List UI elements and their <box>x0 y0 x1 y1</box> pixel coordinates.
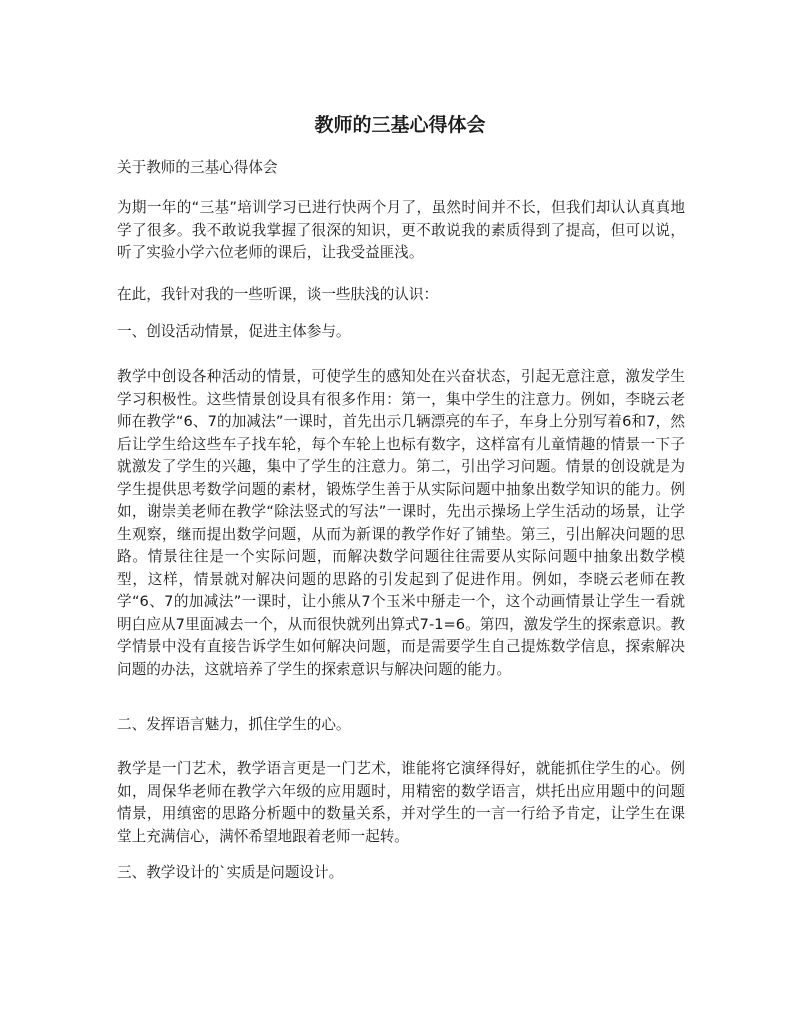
lead-in-paragraph: 在此，我针对我的一些听课，谈一些肤浅的认识： <box>117 286 439 303</box>
document-title: 教师的三基心得体会 <box>314 114 486 136</box>
section-2-body: 教学是一门艺术，教学语言更是一门艺术，谁能将它演绎得好，就能抓住学生的心。例如，周保华老师在教学六年级的应用题时，用精密的数学语言，烘托出应用题中的问题情景，用缜密的思路分析题中的数量关系，并对学生的一言一行给予肯定，让学生在课堂上充满信心，满怀希望地跟着老师一起转。 <box>117 760 685 845</box>
intro-paragraph: 为期一年的“三基”培训学习已进行快两个月了，虽然时间并不长，但我们却认认真真地学了很多。我不敢说我掌握了很深的知识，更不敢说我的素质得到了提高，但可以说，听了实验小学六位老师的课后，让我受益匪浅。 <box>117 199 685 261</box>
section-1-body: 教学中创设各种活动的情景，可使学生的感知处在兴奋状态，引起无意注意，激发学生学习积极性。这些情景创设具有很多作用：第一，集中学生的注意力。例如，李晓云老师在教学“6、7的加减法”一课时，首先出示几辆漂亮的车子，车身上分别写着6和7，然后让学生给这些车子找车轮，每个车轮上也标有数字，这样富有儿童情趣的情景一下子就激发了学生的兴趣，集中了学生的注意力。第二，引出学习问题。情景的创设就是为学生提供思考数学问题的素材，锻炼学生善于从实际问题中抽象出数学知识的能力。例如，谢崇美老师在教学“除法竖式的写法”一课时，先出示操场上学生活动的场景，让学生观察，继而提出数学问题，从而为新课的教学作好了铺垫。第三，引出解决问题的思路。情景往往是一个实际问题，而解决数学问题往往需要从实际问题中抽象出数学模型，这样，情景就对解决问题的思路的引发起到了促进作用。例如，李晓云老师在教学“6、7的加减法”一课时，让小熊从7个玉米中掰走一个，这个动画情景让学生一看就明白应从7里面减去一个，从而很快就列出算式7-1=6。第四，激发学生的探索意识。教学情景中没有直接告诉学生如何解决问题，而是需要学生自己提炼数学信息，探索解决问题的办法，这就培养了学生的探索意识与解决问题的能力。 <box>117 368 685 678</box>
section-heading-2: 二、发挥语言魅力，抓住学生的心。 <box>117 716 351 733</box>
section-heading-3: 三、教学设计的`实质是问题设计。 <box>117 864 344 881</box>
section-heading-1: 一、创设活动情景，促进主体参与。 <box>117 323 351 340</box>
subtitle-paragraph: 关于教师的三基心得体会 <box>117 159 278 176</box>
